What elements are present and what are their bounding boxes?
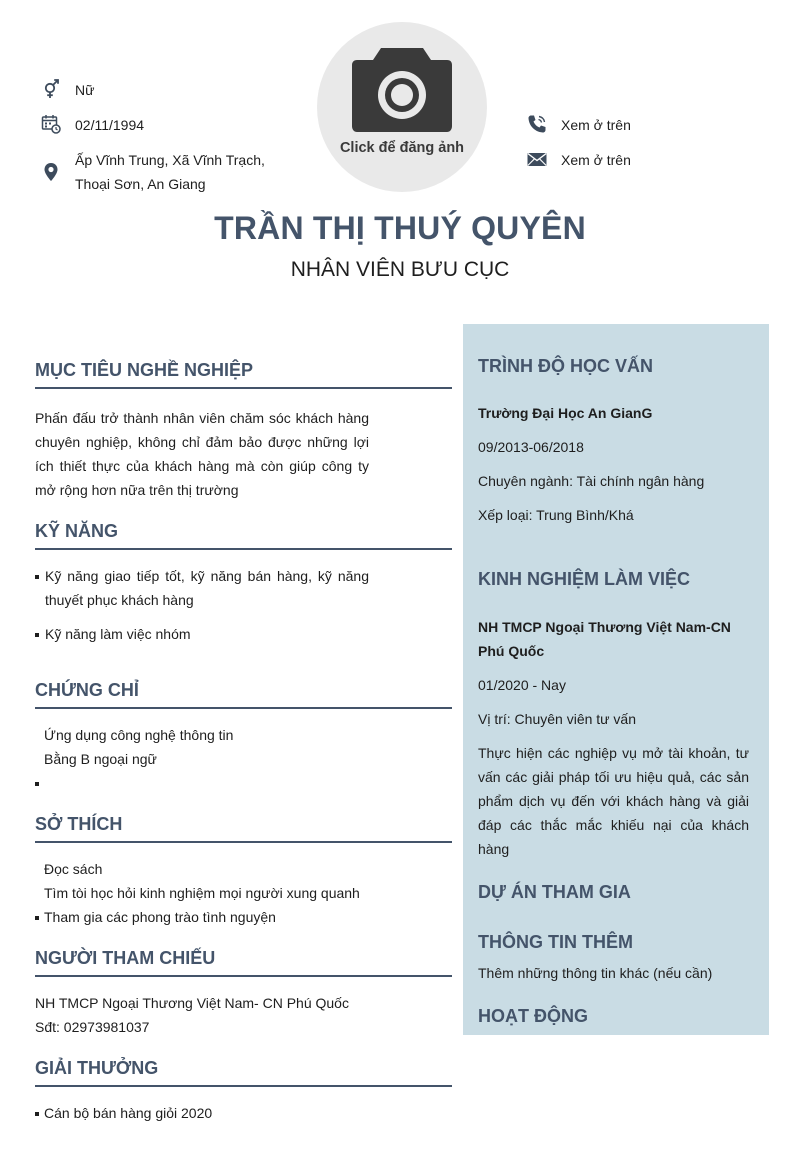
gender-icon (40, 78, 62, 100)
activities-title: HOẠT ĐỘNG (478, 1006, 588, 1026)
email-row (526, 148, 631, 172)
camera-icon (351, 44, 453, 136)
education-title: TRÌNH ĐỘ HỌC VẤN (478, 356, 653, 376)
photo-upload-label: Click để đăng ảnh (339, 140, 465, 156)
extra-info-title: THÔNG TIN THÊM (478, 932, 633, 952)
candidate-position: NHÂN VIÊN BƯU CỤC (290, 258, 510, 281)
birthdate-value: 02/11/1994 (75, 117, 145, 133)
projects-title: DỰ ÁN THAM GIA (478, 882, 631, 902)
phone-value: Xem ở trên (561, 117, 631, 133)
objective-text: Phấn đấu trở thành nhân viên chăm sóc khách hàng chuyên nghiệp, không chỉ đảm bảo được những lợi ích thiết thực của khách hàng mà còn giúp công ty mở rộng hơn nữa trên thị trường (35, 410, 369, 498)
address-value (75, 148, 265, 196)
certificate-item: Bằng B ngoại ngữ (44, 751, 157, 767)
skill-item-text: Kỹ năng làm việc nhóm (45, 626, 191, 642)
photo-upload[interactable] (317, 22, 487, 192)
hobbies-title: SỞ THÍCH (35, 814, 452, 843)
envelope-icon (526, 148, 548, 170)
gender-row (40, 78, 94, 102)
skill-item-text: Kỹ năng giao tiếp tốt, kỹ năng bán hàng, kỹ năng thuyết phục khách hàng (45, 568, 369, 608)
phone-row (526, 113, 631, 137)
candidate-name: TRẦN THỊ THUÝ QUYÊN (214, 210, 586, 246)
certificates-title: CHỨNG CHỈ (35, 680, 452, 709)
extra-info-text: Thêm những thông tin khác (nếu cần) (478, 965, 713, 981)
address-row (40, 148, 265, 196)
bullet-dot (35, 1112, 39, 1116)
hobby-item: Đọc sách (44, 861, 103, 877)
hobby-item: Tham gia các phong trào tình nguyện (44, 909, 276, 925)
reference-line: NH TMCP Ngoại Thương Việt Nam- CN Phú Quốc (35, 995, 349, 1011)
calendar-icon (40, 113, 62, 135)
address-line-1: Ấp Vĩnh Trung, Xã Vĩnh Trạch, (75, 152, 265, 168)
education-major: Chuyên ngành: Tài chính ngân hàng (478, 473, 705, 489)
email-value: Xem ở trên (561, 152, 631, 168)
birthdate-row (40, 113, 144, 137)
hobby-item: Tìm tòi học hỏi kinh nghiệm mọi người xung quanh (44, 885, 360, 901)
objective-title: MỤC TIÊU NGHỀ NGHIỆP (35, 360, 452, 389)
experience-company: NH TMCP Ngoại Thương Việt Nam-CN Phú Quốc (478, 619, 731, 659)
experience-title: KINH NGHIỆM LÀM VIỆC (478, 569, 691, 589)
skill-item (35, 622, 369, 646)
skill-item (35, 564, 369, 612)
location-pin-icon (40, 161, 62, 183)
experience-description: Thực hiện các nghiệp vụ mở tài khoản, tư vấn các giải pháp tối ưu hiệu quả, các sản phẩm dịch vụ đến với khách hàng và giải đáp các thắc mắc khiếu nại của khách hàng (478, 745, 749, 857)
gender-value: Nữ (75, 82, 95, 98)
experience-period: 01/2020 - Nay (478, 677, 566, 693)
education-grade: Xếp loại: Trung Bình/Khá (478, 507, 634, 523)
references-title: NGƯỜI THAM CHIẾU (35, 948, 452, 977)
phone-icon (526, 113, 548, 135)
skills-title: KỸ NĂNG (35, 521, 452, 550)
reference-phone: Sđt: 02973981037 (35, 1019, 150, 1035)
education-period: 09/2013-06/2018 (478, 439, 584, 455)
education-school: Trường Đại Học An GianG (478, 405, 653, 421)
address-line-2: Thoại Sơn, An Giang (75, 176, 206, 192)
bullet-dot (35, 916, 39, 920)
bullet-dot (35, 575, 39, 579)
award-item: Cán bộ bán hàng giỏi 2020 (44, 1105, 213, 1121)
bullet-dot (35, 782, 39, 786)
certificate-item: Ứng dụng công nghệ thông tin (44, 727, 234, 743)
experience-role: Vị trí: Chuyên viên tư vấn (478, 711, 636, 727)
awards-title: GIẢI THƯỞNG (35, 1058, 452, 1087)
bullet-dot (35, 633, 39, 637)
